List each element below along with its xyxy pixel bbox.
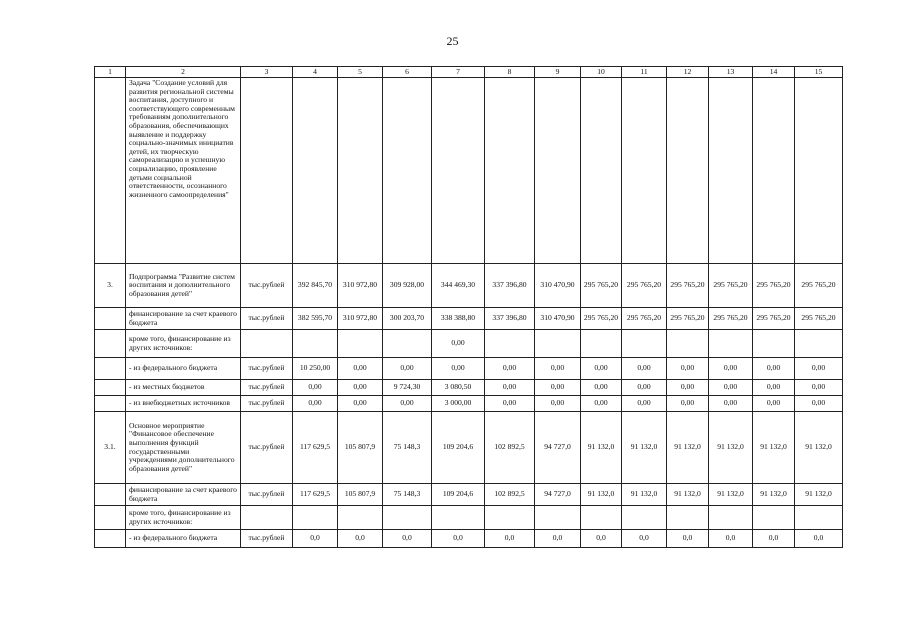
value-cell [795,506,843,530]
value-cell: 105 807,9 [338,484,383,506]
table-row [95,308,843,330]
row-unit: тыс.рублей [241,530,293,548]
value-cell: 0,0 [432,530,485,548]
value-cell: 0,00 [293,380,338,396]
value-cell [622,506,667,530]
value-cell: 0,00 [581,358,622,380]
value-cell [667,78,709,264]
page-number: 25 [446,34,459,48]
value-cell [432,506,485,530]
row-name: кроме того, финансирование из других источников: [126,506,241,530]
value-cell [581,78,622,264]
value-cell [709,506,753,530]
row-unit [241,330,293,358]
value-cell: 109 204,6 [432,484,485,506]
value-cell: 75 148,3 [383,484,432,506]
value-cell: 295 765,20 [622,264,667,308]
value-cell: 382 595,70 [293,308,338,330]
value-cell [795,78,843,264]
value-cell: 3 000,00 [432,396,485,412]
value-cell: 337 396,80 [485,308,535,330]
value-cell [338,506,383,530]
value-cell: 0,00 [753,396,795,412]
value-cell: 295 765,20 [709,264,753,308]
value-cell: 94 727,0 [535,484,581,506]
row-number [95,78,126,264]
value-cell: 0,0 [581,530,622,548]
value-cell: 0,00 [485,380,535,396]
table-row [95,380,843,396]
value-cell: 295 765,20 [753,264,795,308]
value-cell: 0,00 [383,396,432,412]
row-number: 3. [95,264,126,308]
column-number: 2 [126,67,241,78]
table-row [95,412,843,484]
value-cell [753,506,795,530]
value-cell [338,78,383,264]
value-cell [485,506,535,530]
column-number: 7 [432,67,485,78]
value-cell: 91 132,0 [581,412,622,484]
value-cell: 0,00 [338,396,383,412]
value-cell [753,78,795,264]
value-cell [622,330,667,358]
value-cell: 0,00 [795,380,843,396]
value-cell [293,506,338,530]
column-number: 5 [338,67,383,78]
value-cell: 3 080,50 [432,380,485,396]
row-unit [241,78,293,264]
value-cell: 0,00 [432,330,485,358]
value-cell: 0,00 [622,380,667,396]
value-cell: 0,00 [753,380,795,396]
value-cell: 0,0 [338,530,383,548]
value-cell: 91 132,0 [753,484,795,506]
header-row [95,67,843,78]
value-cell: 0,0 [535,530,581,548]
value-cell: 0,00 [338,358,383,380]
value-cell: 91 132,0 [667,412,709,484]
column-number: 10 [581,67,622,78]
row-name: Основное мероприятие "Финансовое обеспечение выполнения функций государственными учреждениями дополнительного образования детей" [126,412,241,484]
value-cell [581,506,622,530]
value-cell: 310 470,90 [535,308,581,330]
value-cell: 338 388,80 [432,308,485,330]
value-cell: 91 132,0 [622,484,667,506]
value-cell: 310 972,80 [338,308,383,330]
value-cell: 295 765,20 [753,308,795,330]
value-cell: 392 845,70 [293,264,338,308]
value-cell: 309 928,00 [383,264,432,308]
value-cell: 295 765,20 [667,264,709,308]
value-cell: 10 250,00 [293,358,338,380]
value-cell: 9 724,30 [383,380,432,396]
row-number [95,530,126,548]
value-cell: 91 132,0 [709,484,753,506]
value-cell: 0,00 [293,396,338,412]
column-number: 6 [383,67,432,78]
value-cell: 0,00 [622,358,667,380]
value-cell: 0,0 [383,530,432,548]
table-row [95,506,843,530]
value-cell: 91 132,0 [622,412,667,484]
row-name: Задача "Создание условий для развития региональной системы воспитания, доступного и соответствующего современным требованиям дополнительного образования, обеспечивающих выявление и поддержку социально-значимых инициатив детей, их творческую самореализацию и успешную социализацию, проявление детьми социальной ответственности, осознанного жизненного самоопределения" [126,78,241,264]
row-number [95,358,126,380]
row-unit [241,506,293,530]
column-number: 14 [753,67,795,78]
value-cell [667,330,709,358]
row-number [95,506,126,530]
row-name: - из федерального бюджета [126,530,241,548]
table-row [95,330,843,358]
row-unit: тыс.рублей [241,412,293,484]
value-cell: 295 765,20 [795,308,843,330]
value-cell: 0,00 [581,396,622,412]
table-row [95,396,843,412]
value-cell [535,506,581,530]
value-cell: 295 765,20 [581,264,622,308]
value-cell: 0,00 [535,358,581,380]
value-cell: 94 727,0 [535,412,581,484]
row-number [95,380,126,396]
value-cell [293,78,338,264]
row-number [95,484,126,506]
value-cell: 337 396,80 [485,264,535,308]
value-cell: 102 892,5 [485,412,535,484]
value-cell: 0,00 [535,380,581,396]
row-name: финансирование за счет краевого бюджета [126,484,241,506]
value-cell [709,330,753,358]
value-cell: 0,00 [383,358,432,380]
row-unit: тыс.рублей [241,380,293,396]
row-number: 3.1. [95,412,126,484]
value-cell: 0,0 [667,530,709,548]
value-cell: 0,00 [709,396,753,412]
value-cell: 295 765,20 [709,308,753,330]
column-number: 9 [535,67,581,78]
row-number [95,396,126,412]
column-number: 13 [709,67,753,78]
row-name: Подпрограмма "Развитие систем воспитания и дополнительного образования детей" [126,264,241,308]
value-cell: 0,0 [795,530,843,548]
table-row [95,530,843,548]
value-cell [383,506,432,530]
budget-table [94,66,843,548]
value-cell: 0,00 [709,358,753,380]
value-cell [667,506,709,530]
value-cell: 91 132,0 [667,484,709,506]
row-unit: тыс.рублей [241,264,293,308]
value-cell: 91 132,0 [753,412,795,484]
value-cell: 0,00 [667,358,709,380]
value-cell: 0,0 [622,530,667,548]
value-cell: 105 807,9 [338,412,383,484]
value-cell [338,330,383,358]
value-cell: 0,00 [795,396,843,412]
value-cell: 0,0 [293,530,338,548]
table-row [95,78,843,264]
value-cell: 0,00 [622,396,667,412]
value-cell [485,330,535,358]
row-unit: тыс.рублей [241,308,293,330]
table-row [95,358,843,380]
value-cell: 102 892,5 [485,484,535,506]
value-cell: 295 765,20 [581,308,622,330]
value-cell: 0,00 [535,396,581,412]
value-cell: 295 765,20 [622,308,667,330]
value-cell: 91 132,0 [709,412,753,484]
value-cell: 0,00 [709,380,753,396]
value-cell: 0,00 [338,380,383,396]
value-cell: 300 203,70 [383,308,432,330]
value-cell: 0,0 [753,530,795,548]
value-cell [535,78,581,264]
value-cell [485,78,535,264]
row-unit: тыс.рублей [241,484,293,506]
table-row [95,264,843,308]
value-cell: 0,00 [667,380,709,396]
value-cell [581,330,622,358]
value-cell: 91 132,0 [795,412,843,484]
value-cell [293,330,338,358]
value-cell [432,78,485,264]
value-cell [709,78,753,264]
row-unit: тыс.рублей [241,358,293,380]
value-cell: 0,00 [753,358,795,380]
table-row [95,484,843,506]
row-name: - из федерального бюджета [126,358,241,380]
value-cell [535,330,581,358]
value-cell: 0,0 [485,530,535,548]
value-cell [622,78,667,264]
column-number: 3 [241,67,293,78]
row-name: кроме того, финансирование из других источников: [126,330,241,358]
value-cell: 0,00 [432,358,485,380]
value-cell [383,78,432,264]
column-number: 4 [293,67,338,78]
row-name: финансирование за счет краевого бюджета [126,308,241,330]
value-cell: 0,00 [795,358,843,380]
value-cell: 295 765,20 [667,308,709,330]
column-number: 11 [622,67,667,78]
value-cell: 0,00 [581,380,622,396]
value-cell: 91 132,0 [795,484,843,506]
value-cell: 295 765,20 [795,264,843,308]
row-name: - из местных бюджетов [126,380,241,396]
value-cell: 310 972,80 [338,264,383,308]
row-unit: тыс.рублей [241,396,293,412]
value-cell [383,330,432,358]
value-cell: 91 132,0 [581,484,622,506]
value-cell: 109 204,6 [432,412,485,484]
value-cell: 75 148,3 [383,412,432,484]
row-name: - из внебюджетных источников [126,396,241,412]
row-number [95,330,126,358]
value-cell [753,330,795,358]
value-cell: 0,00 [667,396,709,412]
value-cell: 0,00 [485,358,535,380]
row-number [95,308,126,330]
column-number: 8 [485,67,535,78]
value-cell: 344 469,30 [432,264,485,308]
value-cell: 117 629,5 [293,484,338,506]
column-number: 1 [95,67,126,78]
value-cell: 0,00 [485,396,535,412]
column-number: 12 [667,67,709,78]
value-cell: 117 629,5 [293,412,338,484]
value-cell: 0,0 [709,530,753,548]
column-number: 15 [795,67,843,78]
value-cell [795,330,843,358]
value-cell: 310 470,90 [535,264,581,308]
